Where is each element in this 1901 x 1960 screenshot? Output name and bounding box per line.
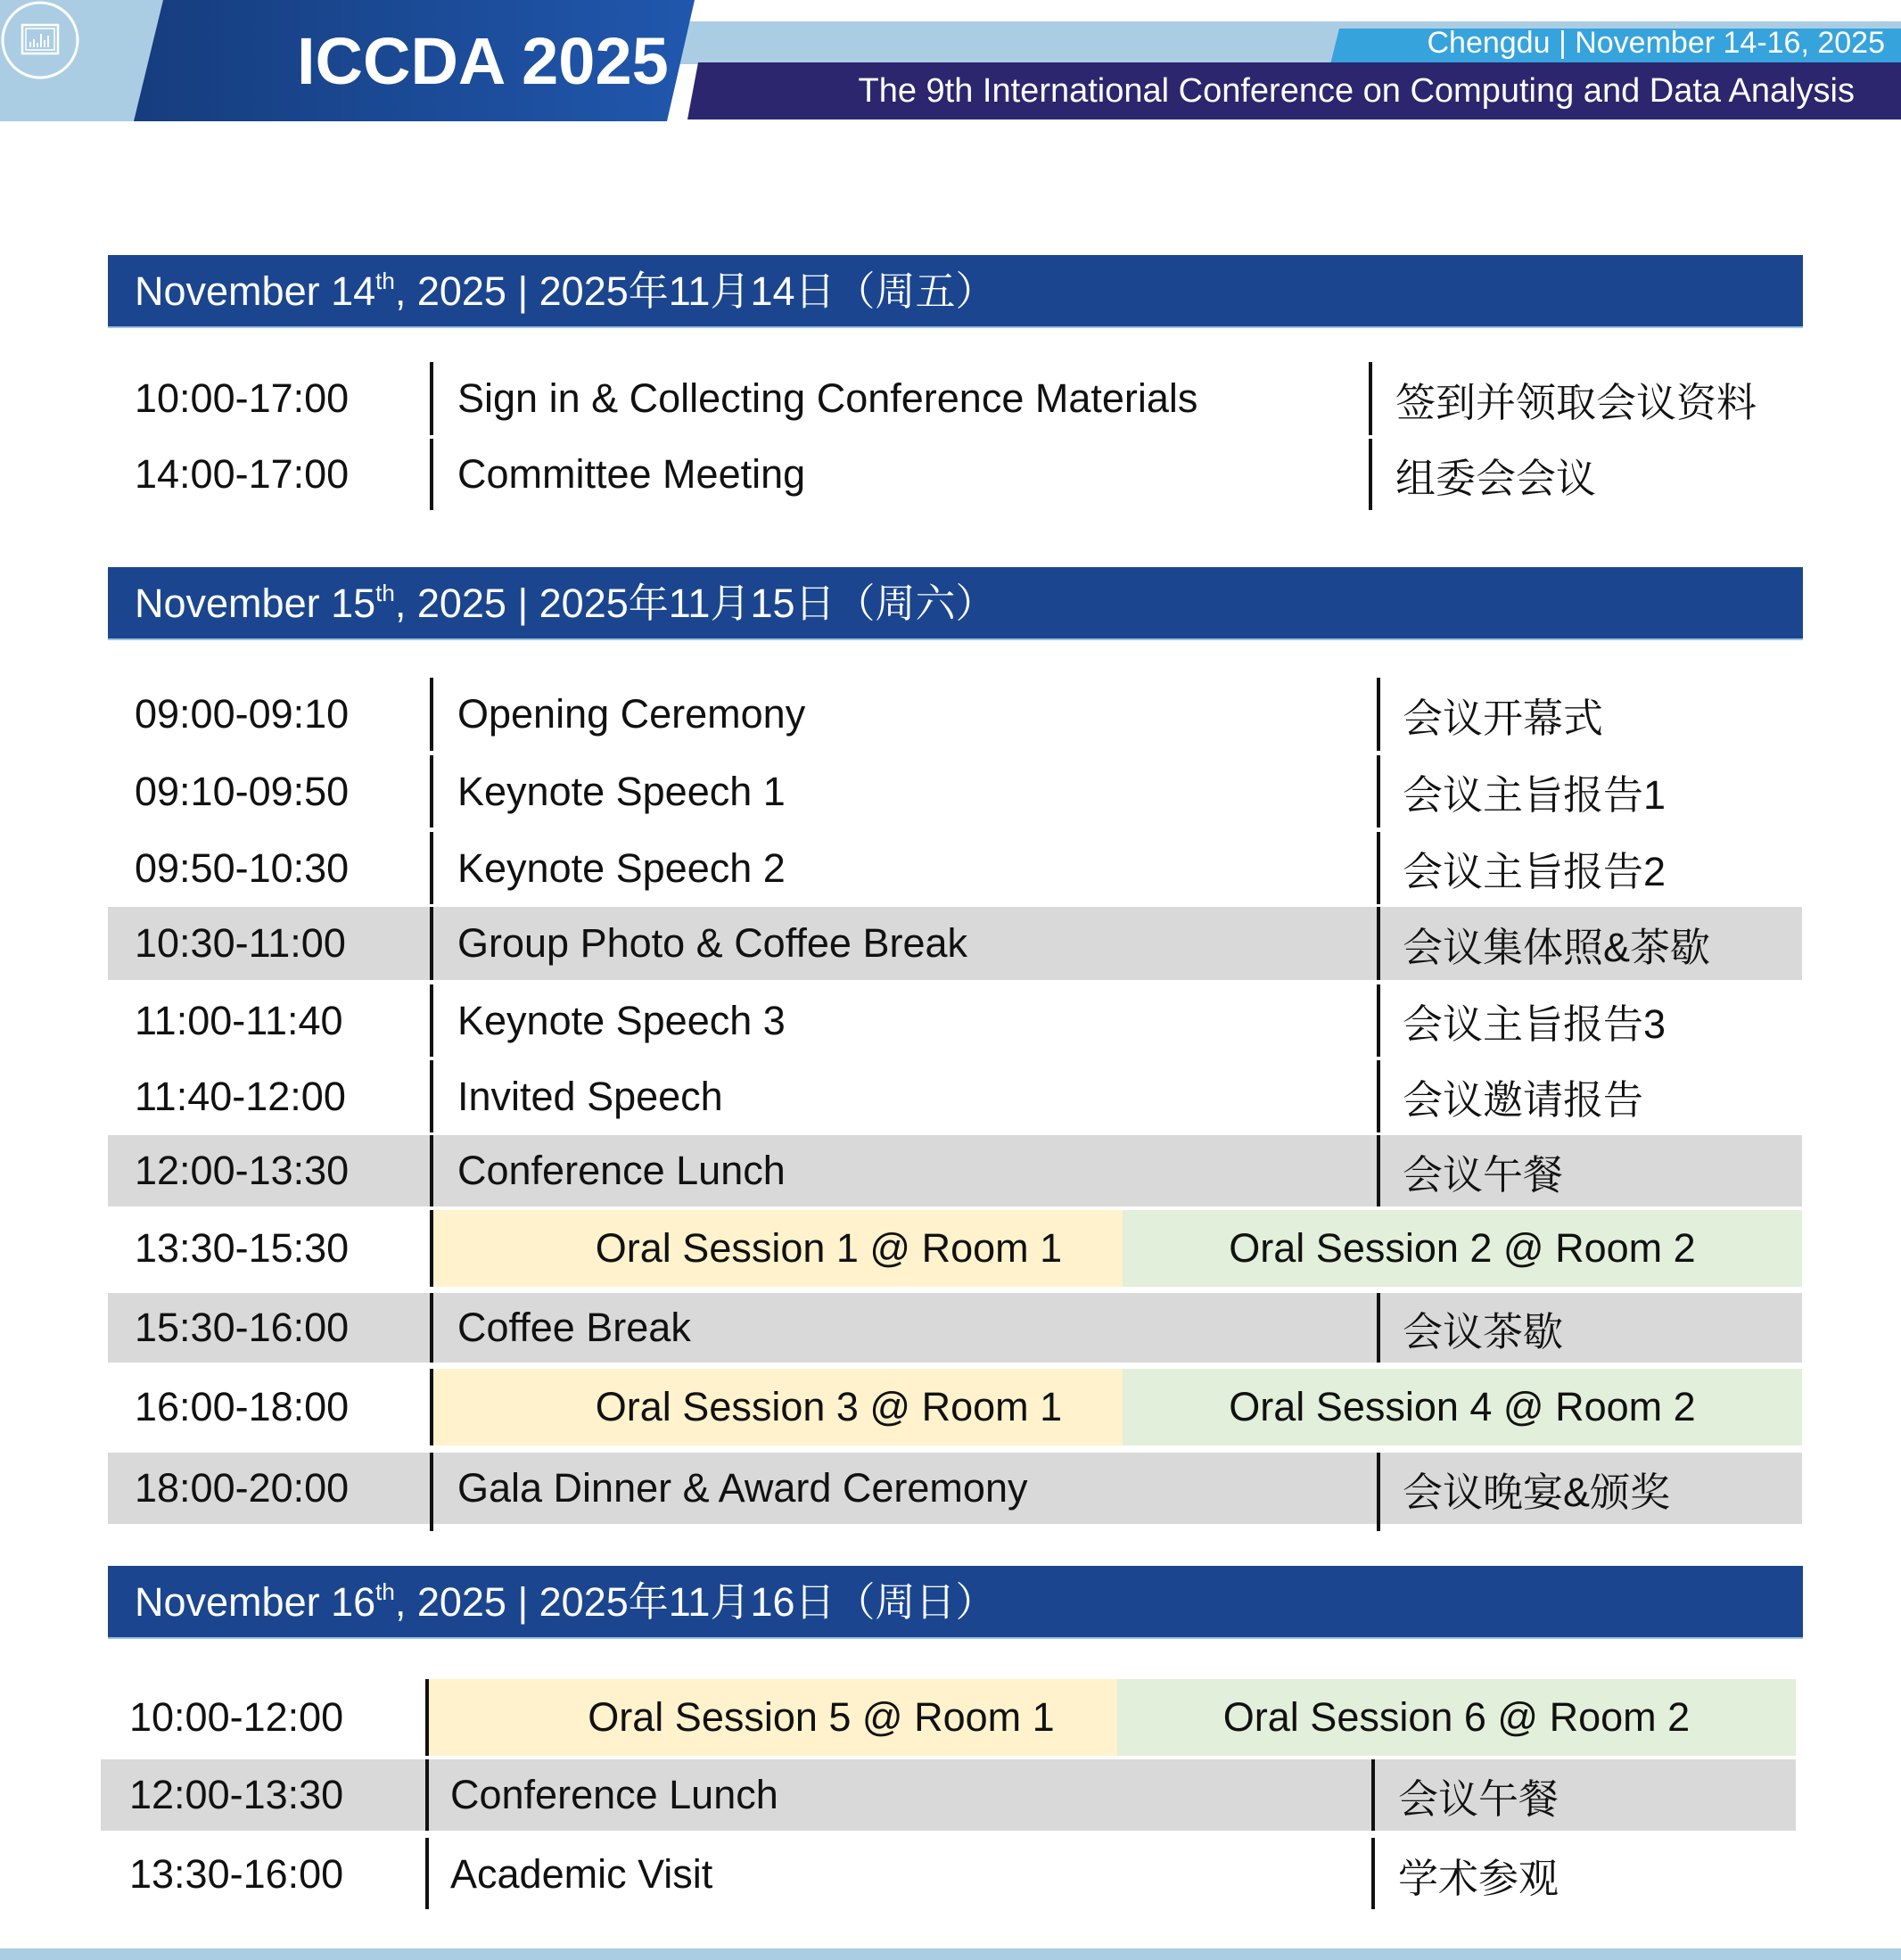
conference-subtitle: The 9th International Conference on Computing and Data Analysis	[858, 72, 1855, 110]
time-cell: 13:30-16:00	[129, 1851, 344, 1897]
time-cell: 14:00-17:00	[135, 451, 350, 497]
event-zh: 签到并领取会议资料	[1395, 379, 1757, 425]
column-divider	[1377, 907, 1380, 980]
event-en: Coffee Break	[457, 1305, 691, 1350]
session-room-1: Oral Session 1 @ Room 1	[432, 1210, 1226, 1287]
event-zh: 会议开幕式	[1403, 695, 1604, 741]
event-zh: 学术参观	[1398, 1855, 1559, 1901]
schedule-row	[108, 360, 1802, 437]
time-cell: 09:00-09:10	[135, 691, 350, 737]
day-header-date: November 14	[135, 268, 376, 314]
schedule-row-parallel-sessions	[108, 1210, 1802, 1287]
ordinal-suffix: th	[375, 580, 395, 606]
event-en: Keynote Speech 1	[457, 768, 786, 814]
day-header-nov-15	[108, 567, 1803, 640]
time-cell: 16:00-18:00	[135, 1384, 350, 1429]
column-divider	[430, 755, 433, 828]
event-en: Invited Speech	[457, 1073, 723, 1119]
column-divider	[425, 1759, 429, 1831]
schedule-row-break	[108, 1453, 1802, 1524]
column-divider	[1371, 1838, 1375, 1909]
event-zh: 会议主旨报告3	[1403, 1001, 1666, 1047]
schedule-row-break	[108, 1135, 1802, 1206]
event-zh: 会议主旨报告2	[1403, 849, 1666, 894]
day-header-nov-14	[108, 255, 1803, 328]
time-cell: 18:00-20:00	[135, 1465, 350, 1511]
event-en: Group Photo & Coffee Break	[457, 920, 968, 966]
schedule-row-break	[108, 907, 1802, 980]
event-zh: 会议午餐	[1398, 1775, 1559, 1822]
column-divider	[430, 1369, 433, 1445]
conference-title: ICCDA 2025	[297, 24, 669, 98]
time-cell: 11:40-12:00	[135, 1073, 346, 1119]
schedule-row-parallel-sessions	[101, 1679, 1795, 1756]
column-divider	[430, 1293, 433, 1363]
event-zh: 会议集体照&茶歇	[1403, 924, 1711, 970]
session-room-2: Oral Session 4 @ Room 2	[1123, 1369, 1802, 1445]
session-room-2: Oral Session 6 @ Room 2	[1117, 1679, 1796, 1756]
column-divider	[430, 832, 433, 904]
schedule-row	[108, 676, 1802, 753]
session-room-2: Oral Session 2 @ Room 2	[1123, 1210, 1802, 1287]
event-en: Keynote Speech 3	[457, 997, 786, 1043]
column-divider	[425, 1679, 429, 1756]
column-divider	[430, 984, 433, 1057]
column-divider	[1377, 1293, 1380, 1363]
column-divider	[1377, 984, 1380, 1057]
conference-banner	[0, 0, 1901, 121]
column-divider	[1377, 678, 1380, 751]
column-divider	[1371, 1759, 1375, 1831]
time-cell: 10:00-17:00	[135, 375, 350, 421]
day-header-date-zh: , 2025 | 2025年11月16日（周日）	[394, 1579, 996, 1625]
event-zh: 会议邀请报告	[1403, 1077, 1644, 1123]
event-en: Committee Meeting	[457, 451, 806, 497]
day-header-nov-16	[108, 1566, 1803, 1639]
time-cell: 11:00-11:40	[135, 997, 343, 1043]
column-divider	[425, 1838, 429, 1909]
column-divider	[1377, 1453, 1380, 1531]
column-divider	[1377, 755, 1380, 828]
time-cell: 09:10-09:50	[135, 768, 350, 814]
schedule-row	[108, 754, 1802, 829]
column-divider	[430, 1060, 433, 1132]
event-en: Opening Ceremony	[457, 691, 806, 737]
time-cell: 10:30-11:00	[135, 920, 346, 966]
column-divider	[430, 1135, 433, 1206]
event-en: Conference Lunch	[450, 1772, 778, 1817]
bottom-decorative-strip	[0, 1948, 1901, 1960]
column-divider	[430, 439, 433, 510]
event-en: Gala Dinner & Award Ceremony	[457, 1465, 1028, 1511]
column-divider	[1377, 832, 1380, 904]
session-room-1: Oral Session 5 @ Room 1	[427, 1679, 1215, 1756]
location-dates: Chengdu | November 14-16, 2025	[1427, 26, 1885, 60]
schedule-row	[101, 1834, 1795, 1915]
event-zh: 会议茶歇	[1403, 1308, 1564, 1355]
time-cell: 10:00-12:00	[129, 1694, 344, 1740]
schedule-row	[108, 1058, 1802, 1134]
schedule-row-parallel-sessions	[108, 1369, 1802, 1445]
schedule-row	[108, 983, 1802, 1058]
time-cell: 12:00-13:30	[129, 1772, 344, 1817]
time-cell: 09:50-10:30	[135, 844, 350, 891]
event-zh: 会议午餐	[1403, 1151, 1564, 1198]
day-header-date-zh: , 2025 | 2025年11月15日（周六）	[394, 581, 996, 626]
session-room-1: Oral Session 3 @ Room 1	[432, 1369, 1226, 1445]
schedule-row-break	[101, 1759, 1795, 1831]
event-zh: 会议主旨报告1	[1403, 772, 1666, 818]
schedule-row	[108, 437, 1802, 512]
day-header-date-zh: , 2025 | 2025年11月14日（周五）	[394, 268, 996, 314]
column-divider	[1369, 362, 1372, 435]
event-zh: 组委会会议	[1395, 455, 1597, 501]
column-divider	[1369, 439, 1372, 510]
ordinal-suffix: th	[375, 268, 395, 294]
column-divider	[1377, 1135, 1380, 1206]
schedule-row-break	[108, 1293, 1802, 1363]
time-cell: 15:30-16:00	[135, 1305, 350, 1350]
time-cell: 12:00-13:30	[135, 1148, 350, 1193]
bar-chart-monitor-icon	[0, 0, 80, 80]
column-divider	[1377, 1060, 1380, 1132]
column-divider	[430, 678, 433, 751]
ordinal-suffix: th	[375, 1578, 395, 1605]
event-en: Conference Lunch	[457, 1148, 786, 1193]
event-en: Sign in & Collecting Conference Materials	[457, 375, 1198, 421]
column-divider	[430, 1210, 433, 1287]
day-header-date: November 15	[135, 581, 376, 626]
event-zh: 会议晚宴&颁奖	[1403, 1469, 1671, 1515]
column-divider	[430, 907, 433, 980]
event-en: Academic Visit	[450, 1851, 713, 1897]
day-header-date: November 16	[135, 1579, 376, 1625]
event-en: Keynote Speech 2	[457, 844, 786, 891]
time-cell: 13:30-15:30	[135, 1225, 350, 1271]
column-divider	[430, 1453, 433, 1531]
schedule-row	[108, 830, 1802, 906]
column-divider	[430, 362, 433, 435]
